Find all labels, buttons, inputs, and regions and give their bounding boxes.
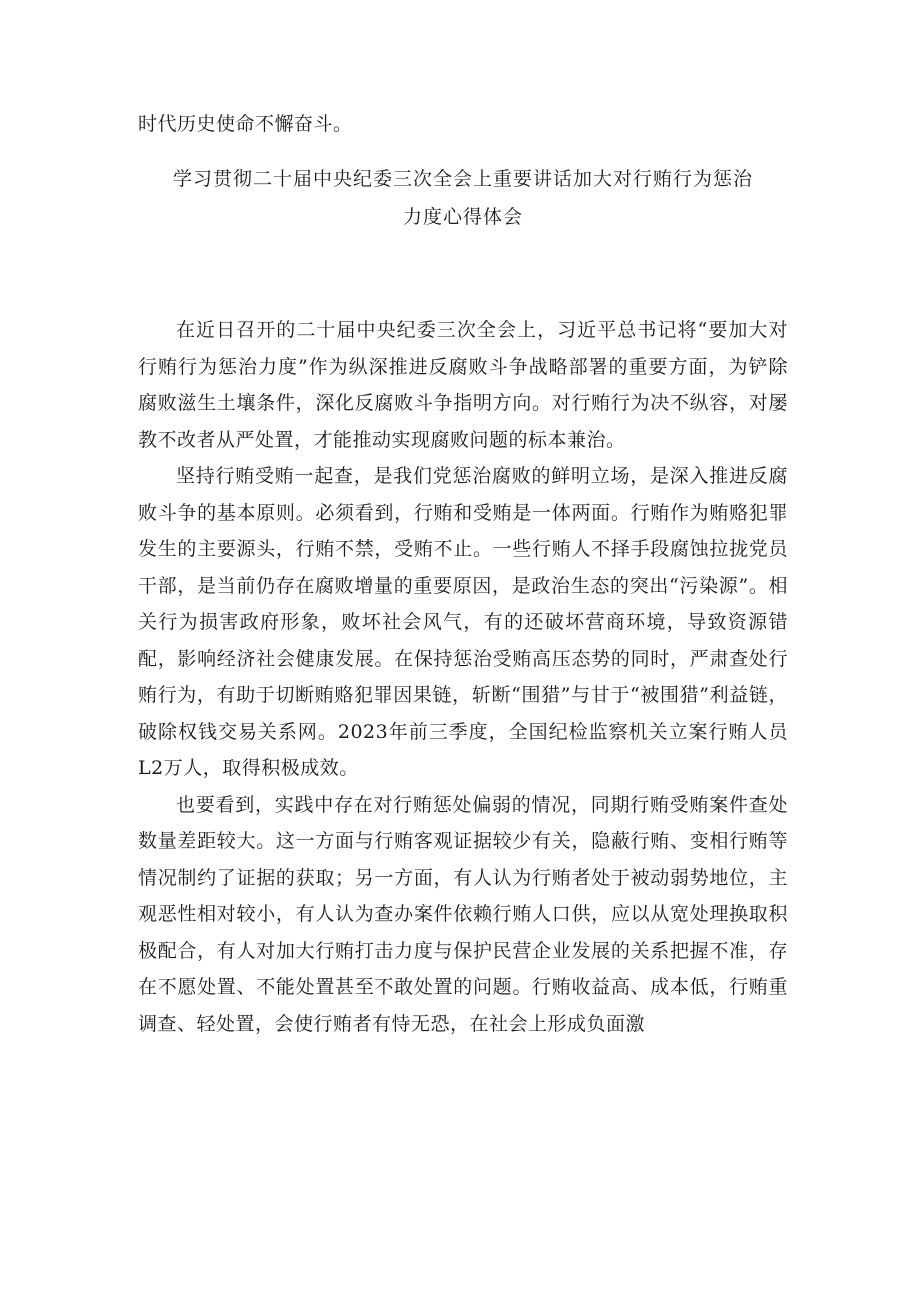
title-line-1: 学习贯彻二十届中央纪委三次全会上重要讲话加大对行贿行为惩治 — [172, 168, 753, 190]
paragraph: 在近日召开的二十届中央纪委三次全会上，习近平总书记将“要加大对行贿行为惩治力度”作为纵深推进反腐败斗争战略部署的重要方面，为铲除腐败滋生土壤条件，深化反腐败斗争指明方向。对行贿行为决不纵容，对屡教不改者从严处置，才能推动实现腐败问题的标本兼治。 — [138, 319, 788, 451]
document-title — [138, 160, 788, 236]
title-line-2: 力度心得体会 — [402, 206, 523, 228]
previous-section-fragment: 时代历史使命不懈奋斗。 — [138, 113, 353, 135]
paragraph: 也要看到，实践中存在对行贿惩处偏弱的情况，同期行贿受贿案件查处数量差距较大。这一方面与行贿客观证据较少有关，隐蔽行贿、变相行贿等情况制约了证据的获取；另一方面，有人认为行贿者处于被动弱势地位，主观恶性相对较小，有人认为查办案件依赖行贿人口供，应以从宽处理换取积极配合，有人对加大行贿打击力度与保护民营企业发展的关系把握不准，存在不愿处置、不能处置甚至不敢处置的问题。行贿收益高、成本低，行贿重调查、轻处置，会使行贿者有恃无恐，在社会上形成负面激 — [138, 793, 788, 1035]
document-body — [138, 312, 788, 1042]
paragraph: 坚持行贿受贿一起查，是我们党惩治腐败的鲜明立场，是深入推进反腐败斗争的基本原则。必须看到，行贿和受贿是一体两面。行贿作为贿赂犯罪发生的主要源头，行贿不禁，受贿不止。一些行贿人不择手段腐蚀拉拢党员干部，是当前仍存在腐败增量的重要原因，是政治生态的突出“污染源”。相关行为损害政府形象，败坏社会风气，有的还破坏营商环境，导致资源错配，影响经济社会健康发展。在保持惩治受贿高压态势的同时，严肃查处行贿行为，有助于切断贿赂犯罪因果链，斩断“围猎”与甘于“被围猎”利益链，破除权钱交易关系网。2023年前三季度，全国纪检监察机关立案行贿人员L2万人，取得积极成效。 — [138, 465, 788, 779]
